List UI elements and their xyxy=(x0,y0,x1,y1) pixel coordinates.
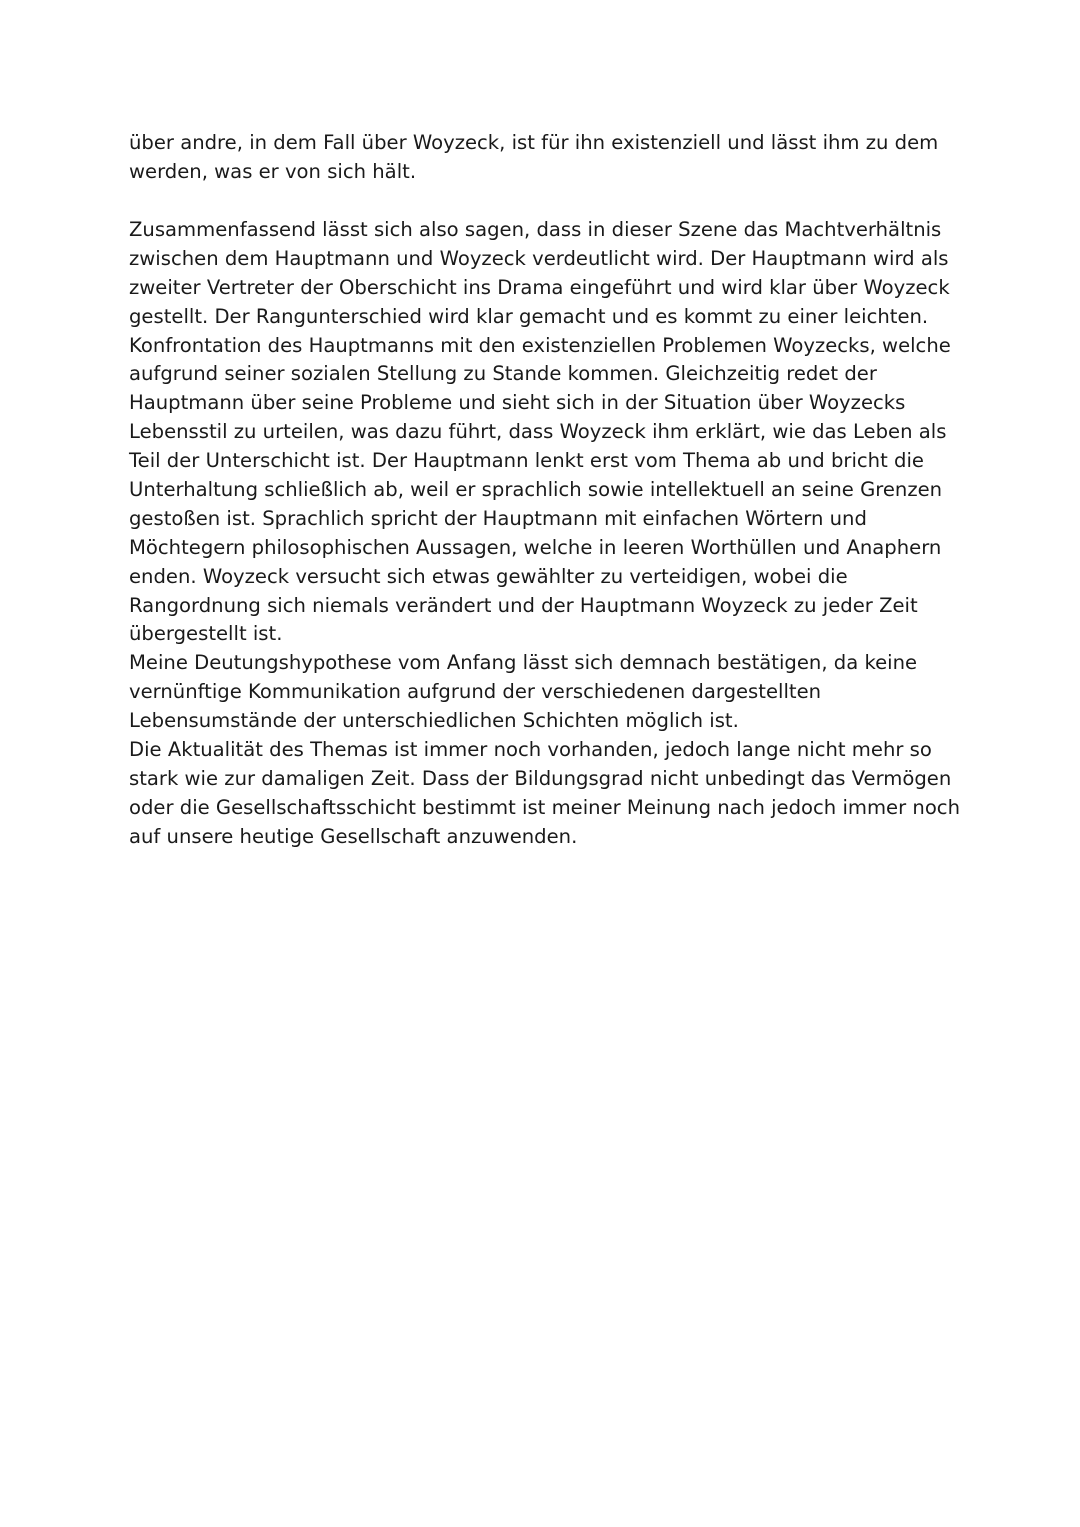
paragraph-conclusion xyxy=(129,216,959,852)
text-line: zwischen dem Hauptmann und Woyzeck verdeutlicht wird. Der Hauptmann wird als xyxy=(129,246,949,270)
text-line: gestellt. Der Rangunterschied wird klar gemacht und es kommt zu einer leichten. xyxy=(129,304,929,328)
text-line: stark wie zur damaligen Zeit. Dass der Bildungsgrad nicht unbedingt das Vermögen xyxy=(129,766,952,790)
text-line: Meine Deutungshypothese vom Anfang lässt sich demnach bestätigen, da keine xyxy=(129,651,918,675)
text-line: Zusammenfassend lässt sich also sagen, dass in dieser Szene das Machtverhältnis xyxy=(129,218,942,241)
text-line: vernünftige Kommunikation aufgrund der verschiedenen dargestellten xyxy=(129,680,822,704)
paragraph-continuation xyxy=(129,129,959,187)
text-line: Rangordnung sich niemals verändert und der Hauptmann Woyzeck zu jeder Zeit xyxy=(129,593,918,617)
text-line: auf unsere heutige Gesellschaft anzuwenden. xyxy=(129,824,578,848)
text-line: oder die Gesellschaftsschicht bestimmt ist meiner Meinung nach jedoch immer noch xyxy=(129,795,960,819)
text-line: über andre, in dem Fall über Woyzeck, ist für ihn existenziell und lässt ihm zu dem xyxy=(129,131,939,154)
text-line: Teil der Unterschicht ist. Der Hauptmann lenkt erst vom Thema ab und bricht die xyxy=(129,449,924,473)
text-line: Lebensstil zu urteilen, was dazu führt, dass Woyzeck ihm erklärt, wie das Leben als xyxy=(129,420,947,444)
text-line: Unterhaltung schließlich ab, weil er sprachlich sowie intellektuell an seine Grenzen xyxy=(129,478,943,502)
text-line: enden. Woyzeck versucht sich etwas gewählter zu verteidigen, wobei die xyxy=(129,564,848,588)
text-line: Konfrontation des Hauptmanns mit den existenziellen Problemen Woyzecks, welche xyxy=(129,333,951,357)
text-line: übergestellt ist. xyxy=(129,622,283,646)
text-line: Lebensumstände der unterschiedlichen Schichten möglich ist. xyxy=(129,709,739,733)
text-line: zweiter Vertreter der Oberschicht ins Drama eingeführt und wird klar über Woyzeck xyxy=(129,275,950,299)
text-line: aufgrund seiner sozialen Stellung zu Stande kommen. Gleichzeitig redet der xyxy=(129,362,877,386)
text-line: werden, was er von sich hält. xyxy=(129,159,417,183)
text-line: Die Aktualität des Themas ist immer noch vorhanden, jedoch lange nicht mehr so xyxy=(129,738,932,762)
text-line: Hauptmann über seine Probleme und sieht sich in der Situation über Woyzecks xyxy=(129,391,906,415)
text-line: gestoßen ist. Sprachlich spricht der Hauptmann mit einfachen Wörtern und xyxy=(129,506,867,530)
text-line: Möchtegern philosophischen Aussagen, welche in leeren Worthüllen und Anaphern xyxy=(129,535,942,559)
